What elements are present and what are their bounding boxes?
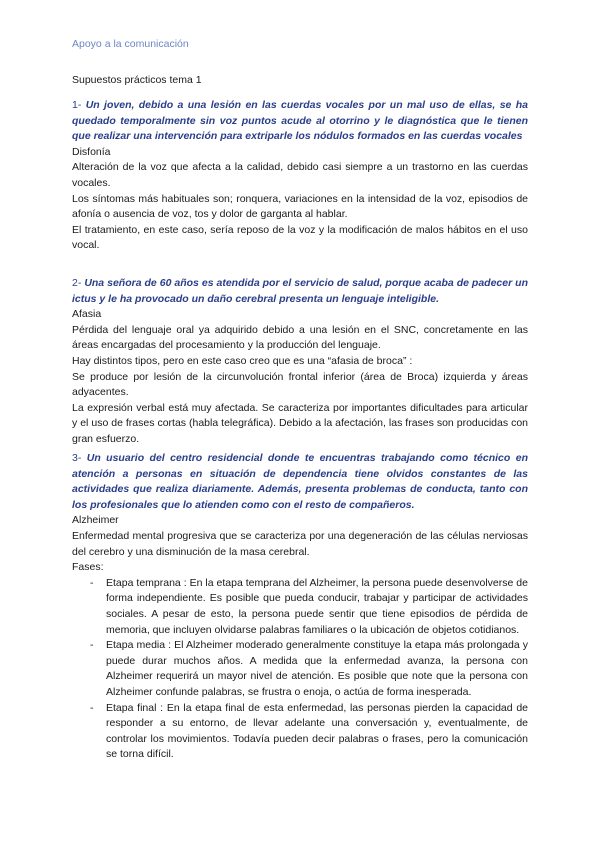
case-1-number: 1-: [72, 99, 82, 111]
case-2-question: [72, 276, 528, 307]
case-2-paragraph: Hay distintos tipos, pero en este caso creo que es una “afasia de broca” :: [72, 354, 413, 367]
case-1-question: [72, 98, 528, 145]
case-3-question: [72, 451, 528, 513]
case-2-paragraph: Se produce por lesión de la circunvolución frontal inferior (área de Broca) izquierda y áreas adyacentes.: [72, 370, 528, 399]
case-2-paragraph: Pérdida del lenguaje oral ya adquirido debido a una lesión en el SNC, concretamente en las áreas encargadas del procesamiento y la producción del lenguaje.: [72, 323, 528, 352]
document-header: Apoyo a la comunicación: [72, 38, 189, 50]
phase-item: [72, 638, 528, 700]
case-1-question-text: Un joven, debido a una lesión en las cuerdas vocales por un mal uso de ellas, se ha quedado temporalmente sin voz puntos acude al otorrino y le diagnóstica que le tienen que realizar una intervención para extriparle los nódulos formados en las cuerdas vocales: [72, 99, 528, 143]
case-3-paragraph: Enfermedad mental progresiva que se caracteriza por una degeneración de las células nerviosas del cerebro y una disminución de la masa cerebral.: [72, 529, 528, 558]
case-2: [72, 276, 528, 448]
phase-item: [72, 701, 528, 763]
case-2-question-text: Una señora de 60 años es atendida por el servicio de salud, porque acaba de padecer un ictus y le ha provocado un daño cerebral presenta un lenguaje inteligible.: [72, 277, 528, 305]
case-1-term: Disfonía: [72, 145, 111, 158]
bullet-dash: -: [90, 701, 94, 714]
case-1: [72, 98, 528, 254]
bullet-dash: -: [90, 639, 94, 652]
case-2-term: Afasia: [72, 308, 102, 321]
case-2-paragraph: La expresión verbal está muy afectada. Se caracteriza por importantes dificultades para articular y el uso de frases cortas (habla telegráfica). Debido a la afectación, las frases son producidas con gran esfuerzo.: [72, 401, 528, 445]
case-3-question-text: Un usuario del centro residencial donde te encuentras trabajando como técnico en atención a personas en situación de dependencia tiene olvidos constantes de las actividades que realiza diariamente. Además, presenta problemas de conducta, tanto con los profesionales que lo atienden como con el resto de compañeros.: [72, 452, 528, 511]
case-3-number: 3-: [72, 452, 82, 464]
case-3-paragraph: Fases:: [72, 561, 104, 574]
phases-list: [72, 576, 528, 763]
case-3-term: Alzheimer: [72, 514, 119, 527]
bullet-dash: -: [90, 576, 94, 589]
case-3: [72, 451, 528, 763]
case-1-paragraph: El tratamiento, en este caso, sería reposo de la voz y la modificación de malos hábitos en el uso vocal.: [72, 223, 528, 252]
phase-text: Etapa temprana : En la etapa temprana del Alzheimer, la persona puede desenvolverse de forma independiente. Es posible que pueda conducir, trabajar y participar de actividades sociales. A pesar de esto, la persona puede sentir que tiene episodios de pérdida de memoria, que incluyen olvidarse palabras familiares o la ubicación de objetos cotidianos.: [106, 576, 528, 636]
phase-text: Etapa final : En la etapa final de esta enfermedad, las personas pierden la capacidad de responder a su entorno, de llevar adelante una conversación y, eventualmente, de controlar los movimientos. Todavía pueden decir palabras o frases, pero la comunicación se torna difícil.: [106, 701, 528, 761]
case-2-number: 2-: [72, 277, 82, 289]
document-title: Supuestos prácticos tema 1: [72, 74, 202, 86]
phase-text: Etapa media : El Alzheimer moderado generalmente constituye la etapa más prolongada y puede durar muchos años. A medida que la enfermedad avanza, la persona con Alzheimer requerirá un mayor nivel de atención. Es posible que note que la persona con Alzheimer confunde palabras, se frustra o enoja, o actúa de forma inesperada.: [106, 639, 528, 698]
case-1-paragraph: Los síntomas más habituales son; ronquera, variaciones en la intensidad de la voz, episodios de afonía o ausencia de voz, tos y dolor de garganta al hablar.: [72, 192, 528, 221]
case-1-paragraph: Alteración de la voz que afecta a la calidad, debido casi siempre a un trastorno en las cuerdas vocales.: [72, 161, 528, 189]
phase-item: [72, 576, 528, 638]
